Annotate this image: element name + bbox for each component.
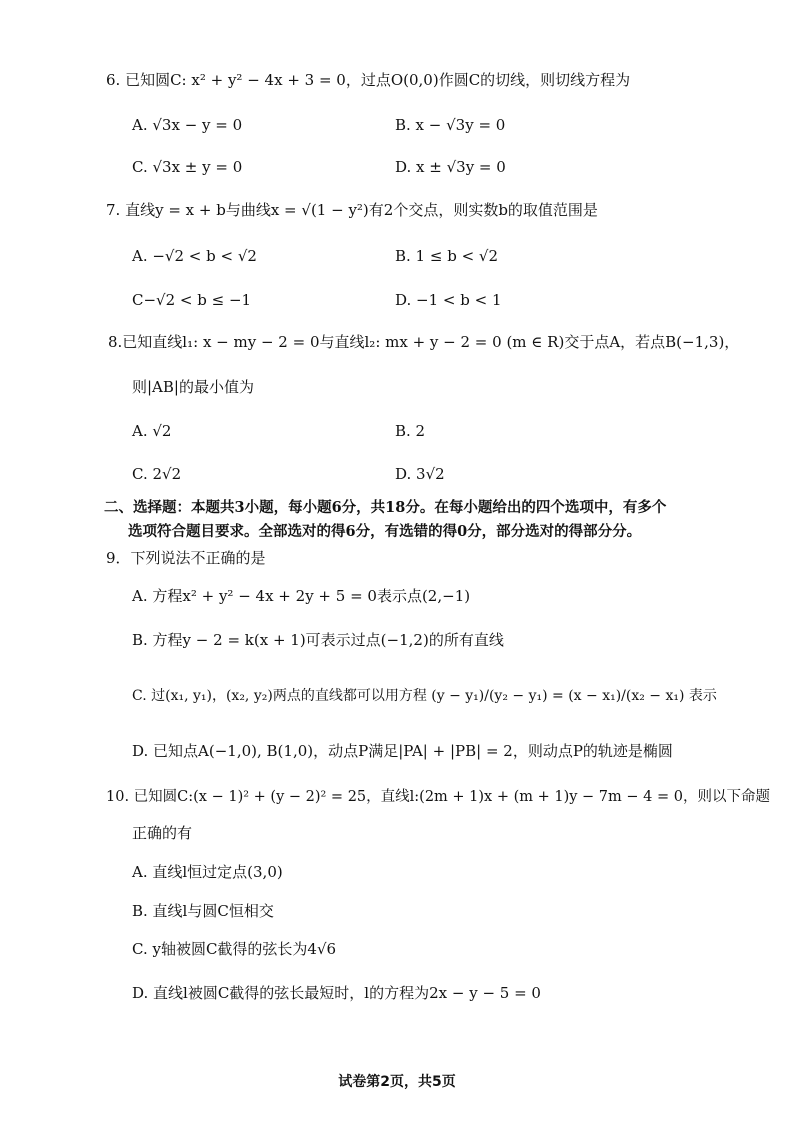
question-6-option-d: D. x ± √3y = 0 <box>395 158 506 176</box>
question-10-option-a: A. 直线l恒过定点(3,0) <box>132 863 283 881</box>
question-6-option-b: B. x − √3y = 0 <box>395 116 506 134</box>
question-8-stem-line1: 8.已知直线l₁: x − my − 2 = 0与直线l₂: mx + y − 2 = 0 (m ∈ R)交于点A，若点B(−1,3)， <box>108 333 740 351</box>
question-8-option-d: D. 3√2 <box>395 465 445 483</box>
question-7-option-a: A. −√2 < b < √2 <box>132 247 257 265</box>
question-9-option-b: B. 方程y − 2 = k(x + 1)可表示过点(−1,2)的所有直线 <box>132 631 504 649</box>
question-9-option-d: D. 已知点A(−1,0), B(1,0)，动点P满足|PA| + |PB| = 2，则动点P的轨迹是椭圆 <box>132 742 673 760</box>
question-8-option-c: C. 2√2 <box>132 465 182 483</box>
question-10-stem-line2: 正确的有 <box>132 824 193 842</box>
question-10-stem-line1: 10. 已知圆C:(x − 1)² + (y − 2)² = 25，直线l:(2m + 1)x + (m + 1)y − 7m − 4 = 0，则以下命题 <box>106 789 770 805</box>
question-8-option-a: A. √2 <box>132 422 172 440</box>
question-9-stem: 9．下列说法不正确的是 <box>106 549 266 567</box>
question-9-option-c: C. 过(x₁, y₁)，(x₂, y₂)两点的直线都可以用方程 (y − y₁)/(y₂ − y₁) = (x − x₁)/(x₂ − x₁) 表示 <box>132 688 717 704</box>
question-6-option-c: C. √3x ± y = 0 <box>132 158 243 176</box>
question-7-option-c: C−√2 < b ≤ −1 <box>132 291 252 309</box>
question-7-option-d: D. −1 < b < 1 <box>395 291 502 309</box>
section-2-heading-line1: 二、选择题：本题共3小题，每小题6分，共18分。在每小题给出的四个选项中，有多个 <box>104 499 667 516</box>
question-10-option-d: D. 直线l被圆C截得的弦长最短时，l的方程为2x − y − 5 = 0 <box>132 984 541 1002</box>
question-8-option-b: B. 2 <box>395 422 426 440</box>
question-6-option-a: A. √3x − y = 0 <box>132 116 243 134</box>
question-7-option-b: B. 1 ≤ b < √2 <box>395 247 499 265</box>
question-6-stem: 6. 已知圆C: x² + y² − 4x + 3 = 0，过点O(0,0)作圆C的切线，则切线方程为 <box>106 71 631 89</box>
question-10-option-c: C. y轴被圆C截得的弦长为4√6 <box>132 940 337 958</box>
question-9-option-a: A. 方程x² + y² − 4x + 2y + 5 = 0表示点(2,−1) <box>132 587 471 605</box>
section-2-heading-line2: 选项符合题目要求。全部选对的得6分，有选错的得0分，部分选对的得部分分。 <box>128 523 642 540</box>
page-footer: 试卷第2页，共5页 <box>338 1074 456 1090</box>
question-8-stem-line2: 则|AB|的最小值为 <box>132 378 254 396</box>
question-10-option-b: B. 直线l与圆C恒相交 <box>132 902 274 920</box>
question-7-stem: 7. 直线y = x + b与曲线x = √(1 − y²)有2个交点，则实数b的取值范围是 <box>106 201 598 219</box>
